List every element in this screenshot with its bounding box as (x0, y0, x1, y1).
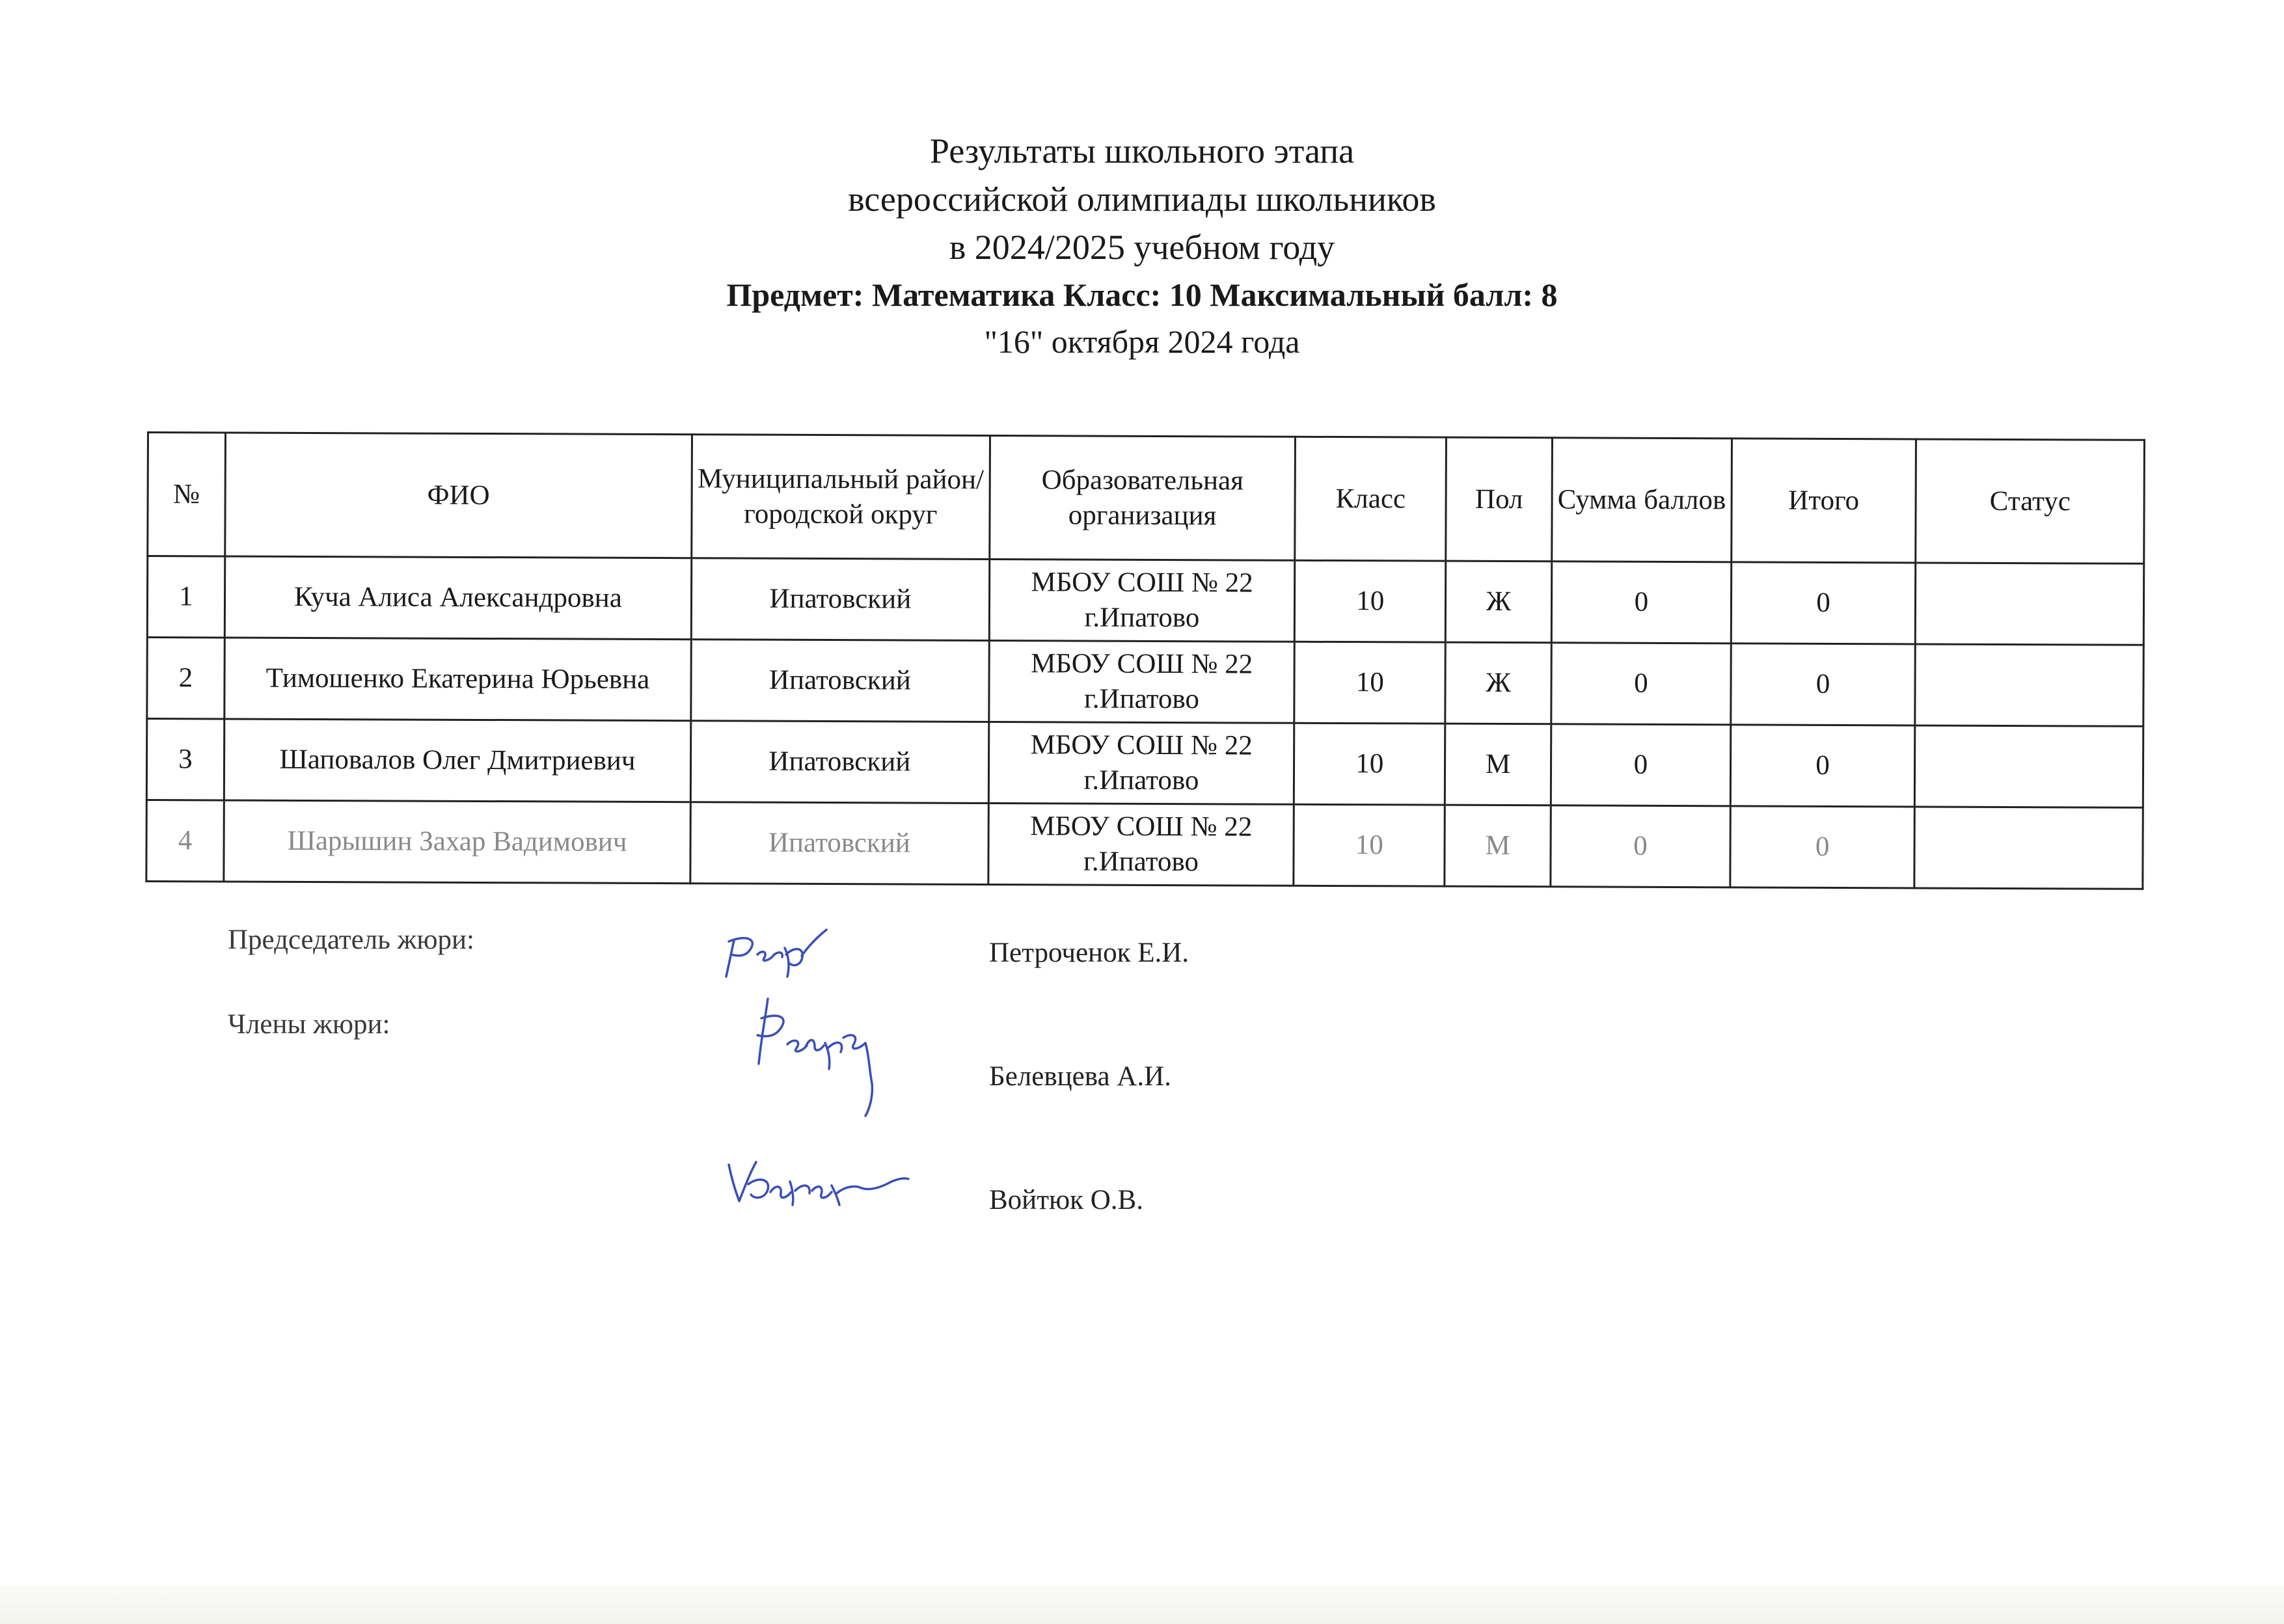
col-header-num: № (148, 433, 226, 556)
cell-sum: 0 (1551, 643, 1731, 725)
cell-grade: 10 (1295, 560, 1446, 642)
col-header-status: Статус (1916, 439, 2144, 563)
col-header-sex: Пол (1446, 437, 1553, 562)
jury-chair-label: Председатель жюри: (228, 925, 474, 955)
results-table (145, 431, 2145, 890)
table-row (147, 556, 2143, 645)
cell-sex: Ж (1445, 642, 1551, 724)
cell-num: 2 (147, 638, 224, 719)
cell-grade: 10 (1294, 804, 1445, 886)
cell-total: 0 (1731, 562, 1916, 644)
cell-grade: 10 (1294, 642, 1445, 724)
document-header (0, 127, 2284, 365)
member-1-name: Белевцева А.И. (989, 1061, 1171, 1092)
table-header-row (148, 433, 2145, 564)
cell-org: МБОУ СОШ № 22 г.Ипатово (988, 640, 1294, 723)
col-header-district: Муниципальный район/городской округ (692, 435, 990, 560)
title-line-2: всероссийской олимпиады школьников (848, 180, 1436, 219)
col-header-org: Образовательная организация (989, 435, 1295, 560)
cell-org: МБОУ СОШ № 22 г.Ипатово (988, 803, 1294, 886)
cell-num: 3 (146, 719, 224, 800)
scan-edge (0, 1585, 2284, 1624)
cell-fio: Тимошенко Екатерина Юрьевна (224, 638, 692, 721)
member-1-signature (742, 992, 904, 1122)
cell-sex: М (1445, 724, 1551, 805)
cell-fio: Куча Алиса Александровна (224, 556, 692, 640)
title-line-3: в 2024/2025 учебном году (949, 228, 1335, 267)
cell-status (1915, 725, 2143, 807)
cell-district: Ипатовский (690, 802, 988, 885)
cell-total: 0 (1731, 643, 1916, 725)
cell-status (1915, 644, 2143, 726)
cell-sum: 0 (1551, 724, 1730, 806)
subject-line: Предмет: Математика Класс: 10 Максимальный балл: 8 (726, 277, 1558, 313)
chair-signature (722, 914, 833, 1002)
cell-total: 0 (1730, 806, 1915, 888)
cell-fio: Шарышин Захар Вадимович (224, 800, 691, 884)
table-row (147, 638, 2143, 727)
cell-num: 4 (146, 800, 224, 882)
cell-status (1916, 563, 2144, 645)
cell-org: МБОУ СОШ № 22 г.Ипатово (989, 559, 1295, 642)
chair-name: Петроченок Е.И. (989, 938, 1190, 968)
cell-grade: 10 (1294, 723, 1445, 805)
cell-sex: М (1445, 805, 1551, 887)
title-line-1: Результаты школьного этапа (929, 131, 1355, 170)
cell-status (1914, 807, 2143, 889)
cell-total: 0 (1730, 725, 1915, 807)
cell-district: Ипатовский (691, 640, 989, 722)
date-line: "16" октября 2024 года (984, 323, 1300, 360)
col-header-sum: Сумма баллов (1552, 438, 1732, 562)
cell-sum: 0 (1551, 562, 1731, 643)
member-2-signature (722, 1145, 911, 1217)
col-header-total: Итого (1731, 439, 1916, 563)
table-row (146, 719, 2143, 808)
table-row (146, 800, 2143, 889)
jury-members-label: Члены жюри: (228, 1009, 390, 1040)
col-header-fio: ФИО (225, 433, 692, 558)
cell-num: 1 (147, 556, 224, 638)
cell-district: Ипатовский (691, 558, 989, 641)
cell-sex: Ж (1445, 561, 1551, 643)
cell-district: Ипатовский (690, 721, 988, 804)
col-header-grade: Класс (1295, 437, 1446, 561)
cell-sum: 0 (1551, 805, 1730, 887)
cell-org: МБОУ СОШ № 22 г.Ипатово (988, 722, 1294, 804)
cell-fio: Шаповалов Олег Дмитриевич (224, 719, 691, 802)
member-2-name: Войтюк О.В. (989, 1185, 1143, 1215)
